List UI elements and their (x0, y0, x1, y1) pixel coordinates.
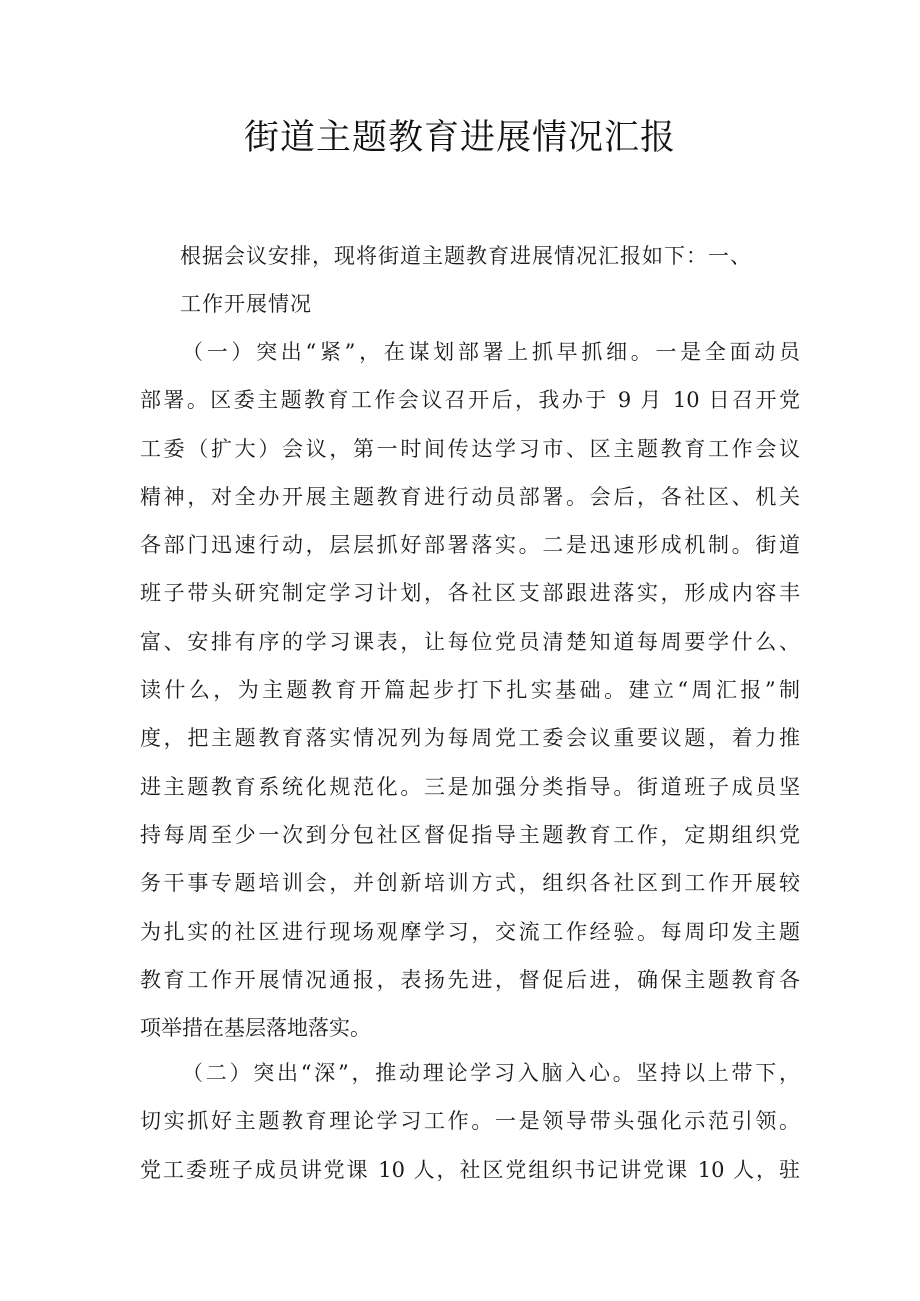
paragraph-line: 务干事专题培训会，并创新培训方式，组织各社区到工作开展较 (140, 871, 800, 896)
paragraph-line: 为扎实的社区进行现场观摩学习，交流工作经验。每周印发主题 (140, 919, 800, 944)
paragraph-line: （一）突出“紧”，在谋划部署上抓早抓细。一是全面动员 (182, 340, 800, 364)
paragraph-line: （二）突出“深”，推动理论学习入脑入心。坚持以上带下， (182, 1061, 800, 1085)
intro-line: 根据会议安排，现将街道主题教育进展情况汇报如下：一、 (180, 244, 752, 268)
paragraph-work-arrangement (140, 328, 800, 1052)
paragraph-theory-study (140, 1049, 800, 1194)
paragraph-line: 党工委班子成员讲党课 10 人，社区党组织书记讲党课 10 人，驻 (140, 1157, 800, 1182)
paragraph-line: 读什么，为主题教育开篇起步打下扎实基础。建立“周汇报”制 (140, 678, 800, 703)
document-title: 街道主题教育进展情况汇报 (243, 118, 676, 158)
paragraph-line: 项举措在基层落地落实。 (140, 1016, 371, 1041)
paragraph-line: 度，把主题教育落实情况列为每周党工委会议重要议题，着力推 (140, 726, 800, 751)
paragraph-line: 各部门迅速行动，层层抓好部署落实。二是迅速形成机制。街道 (140, 533, 800, 558)
paragraph-line: 班子带头研究制定学习计划，各社区支部跟进落实，形成内容丰 (140, 581, 800, 606)
paragraph-line: 教育工作开展情况通报，表扬先进，督促后进，确保主题教育各 (140, 967, 800, 992)
paragraph-line: 工委（扩大）会议，第一时间传达学习市、区主题教育工作会议 (140, 436, 800, 461)
intro-line: 工作开展情况 (180, 292, 312, 316)
paragraph-line: 精神，对全办开展主题教育进行动员部署。会后，各社区、机关 (140, 484, 800, 509)
paragraph-line: 切实抓好主题教育理论学习工作。一是领导带头强化示范引领。 (140, 1109, 800, 1134)
paragraph-line: 富、安排有序的学习课表，让每位党员清楚知道每周要学什么、 (140, 629, 800, 654)
paragraph-line: 部署。区委主题教育工作会议召开后，我办于 9 月 10 日召开党 (140, 388, 800, 413)
paragraph-line: 持每周至少一次到分包社区督促指导主题教育工作，定期组织党 (140, 822, 800, 847)
paragraph-line: 进主题教育系统化规范化。三是加强分类指导。街道班子成员坚 (140, 774, 800, 799)
